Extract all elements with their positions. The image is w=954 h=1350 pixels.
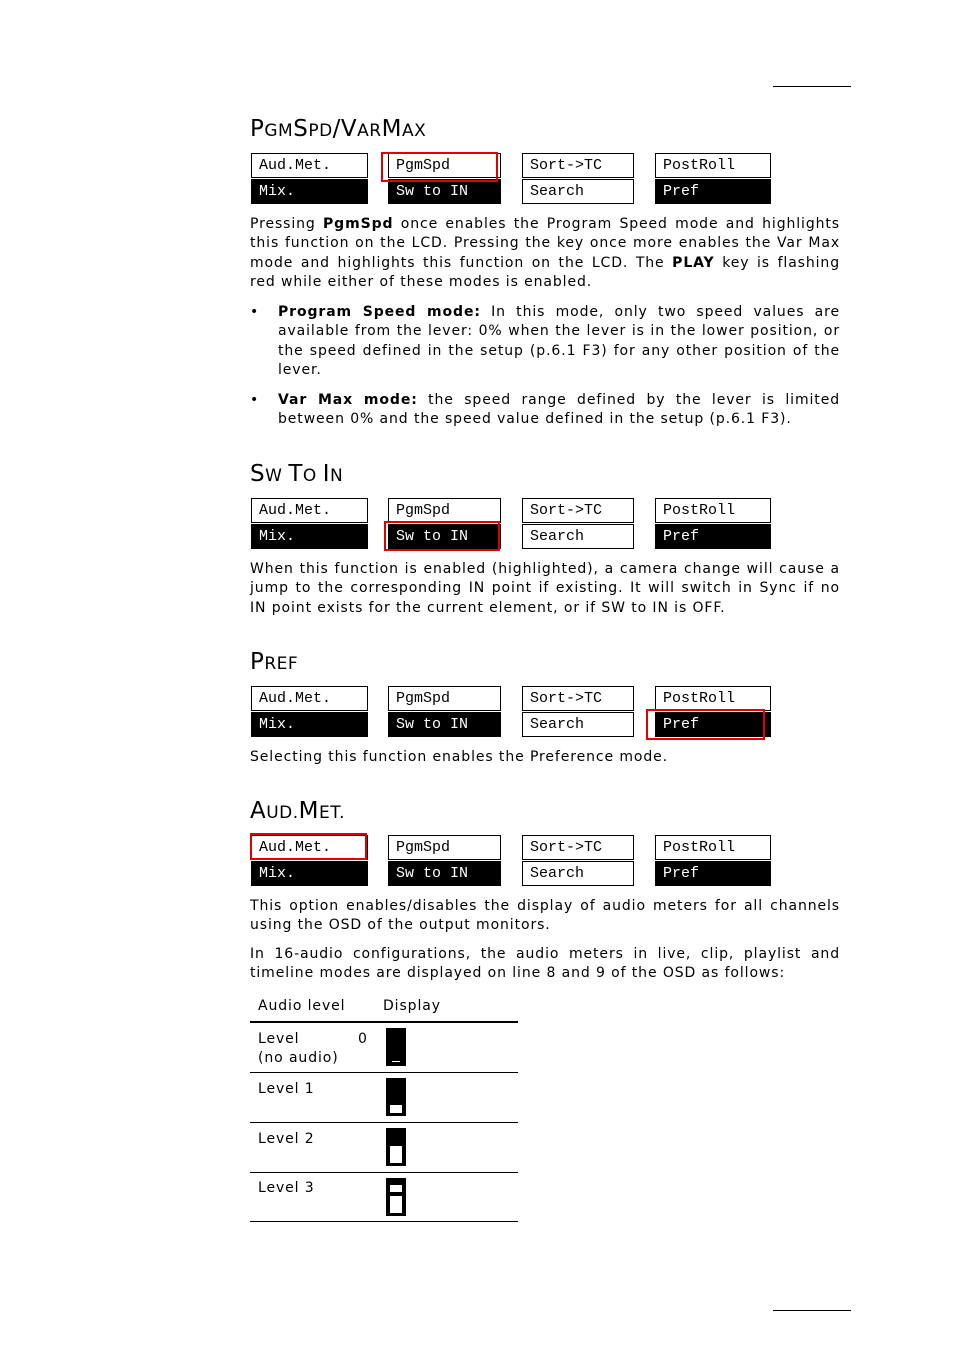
lcd-panel xyxy=(251,498,771,552)
table-row-value: 0 xyxy=(358,1031,368,1047)
lcd-panel xyxy=(251,686,771,740)
lcd-key-sw-to-in: Sw to IN xyxy=(388,712,501,737)
lcd-key-pgmspd: PgmSpd xyxy=(388,498,501,523)
paragraph: When this function is enabled (highlighted), a camera change will cause a jump to the corresponding IN point if existing. It will switch in Sync if no IN point exists for the current element, or if SW to IN is OFF. xyxy=(250,561,840,616)
table-row-label: Level 2 xyxy=(258,1131,315,1147)
table-row-divider xyxy=(250,1072,518,1073)
lcd-key-search: Search xyxy=(522,712,634,737)
audio-meter-fill xyxy=(390,1146,402,1163)
lcd-key-search: Search xyxy=(522,861,634,886)
lcd-key-mix: Mix. xyxy=(251,524,368,549)
lcd-key-mix: Mix. xyxy=(251,179,368,204)
table-header-display: Display xyxy=(383,998,441,1014)
lcd-key-pref: Pref xyxy=(655,861,771,886)
lcd-key-pref: Pref xyxy=(655,179,771,204)
lcd-key-aud-met: Aud.Met. xyxy=(251,498,368,523)
highlight-frame xyxy=(381,152,498,182)
lcd-panel xyxy=(251,153,771,207)
table-row-divider xyxy=(250,1172,518,1173)
audio-meter-level-0 xyxy=(386,1028,406,1066)
lcd-key-postroll: PostRoll xyxy=(655,835,771,860)
highlight-frame xyxy=(646,709,765,740)
lcd-key-aud-met: Aud.Met. xyxy=(251,835,368,860)
lcd-key-sw-to-in: Sw to IN xyxy=(388,179,501,204)
audio-meter-fill xyxy=(390,1105,402,1113)
lcd-key-pref: Pref xyxy=(655,712,771,737)
audio-meter-fill xyxy=(390,1196,402,1213)
bullet-item: • Program Speed mode: In this mode, only two speed values are available from the lever: 0% when the lever is in the lower position, or the speed defined in the setup (p.6.1 F3) for any other position of the lever. xyxy=(250,304,841,378)
highlight-frame xyxy=(384,521,500,551)
section-title-pref: PREF xyxy=(250,649,299,675)
audio-meter-fill xyxy=(390,1185,402,1192)
table-row-sublabel: (no audio) xyxy=(258,1050,339,1066)
paragraph: In 16-audio configurations, the audio meters in live, clip, playlist and timeline modes are displayed on line 8 and 9 of the OSD as follows: xyxy=(250,946,840,982)
lcd-key-sw-to-in: Sw to IN xyxy=(388,861,501,886)
lcd-key-mix: Mix. xyxy=(251,712,368,737)
lcd-key-search: Search xyxy=(522,524,634,549)
lcd-key-sort-tc: Sort->TC xyxy=(522,498,634,523)
footer-rule xyxy=(773,1310,851,1311)
table-row-label: Level xyxy=(258,1031,300,1047)
audio-meter-level-3 xyxy=(386,1178,406,1216)
bullet-icon: • xyxy=(250,304,260,320)
audio-meter-fill xyxy=(392,1061,400,1062)
paragraph: Selecting this function enables the Preference mode. xyxy=(250,749,668,765)
lcd-key-postroll: PostRoll xyxy=(655,153,771,178)
lcd-key-aud-met: Aud.Met. xyxy=(251,686,368,711)
table-row-label: Level 1 xyxy=(258,1081,315,1097)
table-row-divider xyxy=(250,1122,518,1123)
lcd-key-postroll: PostRoll xyxy=(655,686,771,711)
paragraph: This option enables/disables the display of audio meters for all channels using the OSD of the output monitors. xyxy=(250,898,840,934)
lcd-key-sort-tc: Sort->TC xyxy=(522,686,634,711)
lcd-key-sort-tc: Sort->TC xyxy=(522,153,634,178)
table-bottom-rule xyxy=(250,1221,518,1222)
lcd-panel xyxy=(251,835,771,889)
bullet-icon: • xyxy=(250,392,260,408)
table-header-rule xyxy=(250,1021,518,1023)
lcd-key-sort-tc: Sort->TC xyxy=(522,835,634,860)
paragraph: Pressing PgmSpd once enables the Program Speed mode and highlights this function on the LCD. Pressing the key once more enables the Var Max mode and highlights this function on the LCD. The PLAY key is flashing red while either of these modes is enabled. xyxy=(250,216,840,290)
lcd-key-pgmspd: PgmSpd xyxy=(388,686,501,711)
table-header-audio-level: Audio level xyxy=(258,998,346,1014)
lcd-key-search: Search xyxy=(522,179,634,204)
audio-meter-level-1 xyxy=(386,1078,406,1116)
audio-meter-level-2 xyxy=(386,1128,406,1166)
lcd-key-mix: Mix. xyxy=(251,861,368,886)
table-row-label: Level 3 xyxy=(258,1180,315,1196)
lcd-key-aud-met: Aud.Met. xyxy=(251,153,368,178)
bullet-item: • Var Max mode: the speed range defined by the lever is limited between 0% and the speed value defined in the setup (p.6.1 F3). xyxy=(250,392,840,428)
lcd-key-postroll: PostRoll xyxy=(655,498,771,523)
lcd-key-sw-to-in: Sw to IN xyxy=(388,524,501,549)
highlight-frame xyxy=(250,833,367,860)
lcd-key-pref: Pref xyxy=(655,524,771,549)
section-title-pgmspd: PGMSPD/VARMAX xyxy=(250,116,427,142)
lcd-key-pgmspd: PgmSpd xyxy=(388,835,501,860)
section-title-swtoin: SW TO IN xyxy=(250,461,344,487)
header-rule xyxy=(773,86,851,87)
lcd-key-pgmspd: PgmSpd xyxy=(388,153,501,178)
section-title-audmet: AUD.MET. xyxy=(250,798,346,824)
